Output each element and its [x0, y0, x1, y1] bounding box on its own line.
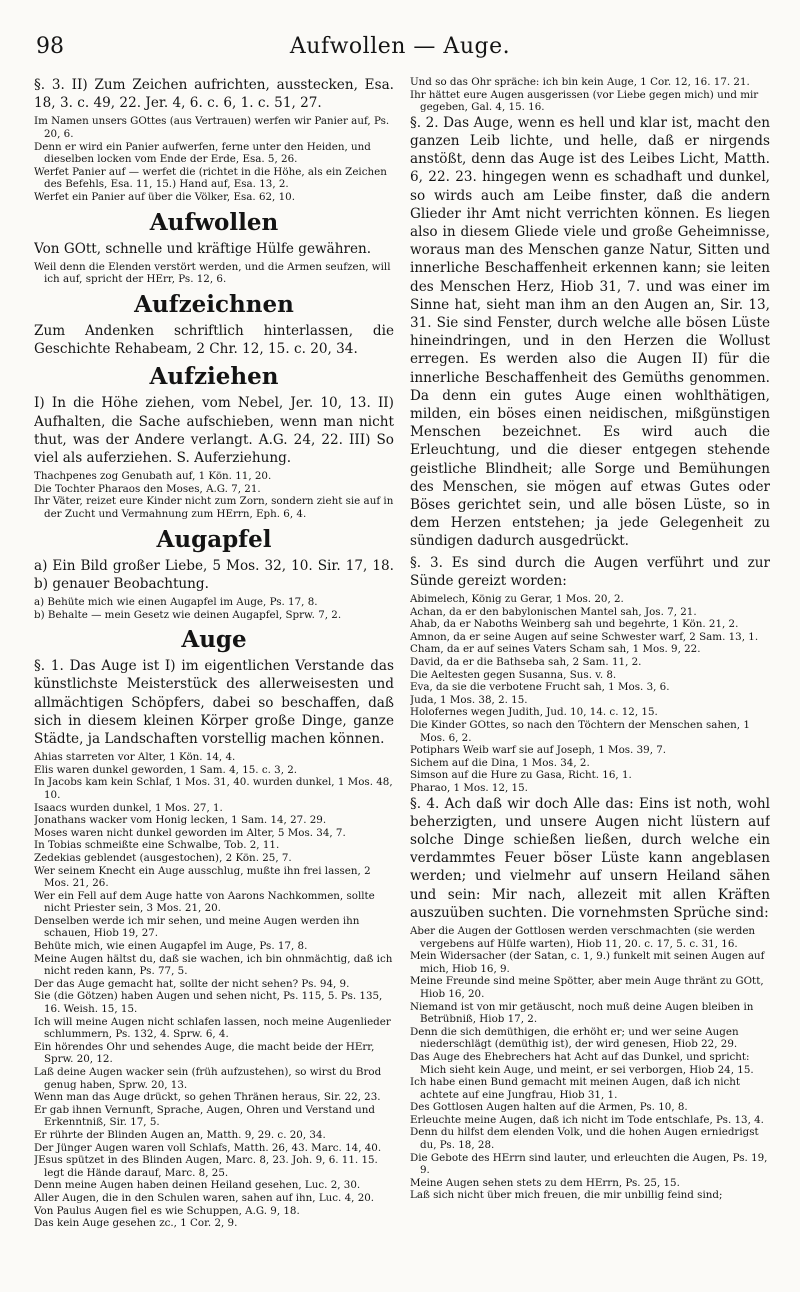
- citation-line: Ich habe einen Bund gemacht mit meinen Augen, daß ich nicht achtete auf eine Jungfrau, Hiob 31, 1.: [410, 1076, 741, 1101]
- citation-line: Die Aeltesten gegen Susanna, Sus. v. 8.: [410, 668, 617, 681]
- entry-paragraph: §. 4. Ach daß wir doch Alle das: Eins ist noth, wohl beherzigten, und unsere Augen nicht lüstern auf solche Dinge schießen ließen, durch welche ein verdammtes Feuer böser Lüste kann angeblasen werden; und vielmehr auf unsern Heiland sähen und sein: Mir nach, allezeit mit allen Kräften auszuüben suchten. Die vornehmsten Sprüche sind:: [410, 795, 770, 921]
- citation-line: Das Auge des Ehebrechers hat Acht auf das Dunkel, und spricht: Mich sieht kein Auge, und meint, er sei verborgen, Hiob 24, 15.: [410, 1050, 754, 1076]
- citation-line: Die Kinder GOttes, so nach den Töchtern der Menschen sahen, 1 Mos. 6, 2.: [410, 719, 750, 744]
- citation-line: Ein hörendes Ohr und sehendes Auge, die macht beide der HErr, Sprw. 20, 12.: [34, 1040, 375, 1066]
- citation-line: Eva, da sie die verbotene Frucht sah, 1 Mos. 3, 6.: [410, 681, 670, 694]
- citation-line: Elis waren dunkel geworden, 1 Sam. 4, 15. c. 3, 2.: [34, 763, 298, 776]
- citation-line: Das kein Auge gesehen zc., 1 Cor. 2, 9.: [34, 1217, 238, 1230]
- citation-line: Niemand ist von mir getäuscht, noch muß deine Augen bleiben in Betrübniß, Hiob 17, 2.: [410, 1000, 754, 1026]
- citation-line: Denn die sich demüthigen, die erhöht er; und wer seine Augen niederschlägt (demüthig ist), der wird genesen, Hiob 22, 29.: [410, 1025, 739, 1051]
- entry-paragraph: §. 3. II) Zum Zeichen aufrichten, ausstecken, Esa. 18, 3. c. 49, 22. Jer. 4, 6. c. 6, 1. c. 51, 27.: [34, 77, 394, 112]
- entry-paragraph: Zum Andenken schriftlich hinterlassen, die Geschichte Rehabeam, 2 Chr. 12, 15. c. 20, 34.: [34, 322, 394, 358]
- citation-line: Werfet Panier auf — werfet die (richtet in die Höhe, als ein Zeichen des Befehls, Esa. 11, 15.) Hand auf, Esa. 13, 2.: [34, 165, 387, 191]
- citation-line: Denn meine Augen haben deinen Heiland gesehen, Luc. 2, 30.: [34, 1179, 361, 1192]
- citation-line: Ihr Väter, reizet eure Kinder nicht zum Zorn, sondern zieht sie auf in der Zucht und Vermahnung zum HErrn, Eph. 6, 4.: [34, 495, 394, 520]
- citation-line: Werfet ein Panier auf über die Völker, Esa. 62, 10.: [34, 190, 295, 203]
- citation-line: Er rührte der Blinden Augen an, Matth. 9, 29. c. 20, 34.: [34, 1128, 326, 1141]
- citation-line: Des Gottlosen Augen halten auf die Armen, Ps. 10, 8.: [410, 1101, 688, 1114]
- citation-line: Wer ein Fell auf dem Auge hatte von Aarons Nachkommen, sollte nicht Priester sein, 3 Mos. 21, 20.: [34, 889, 375, 915]
- citation-line: Ihr hättet eure Augen ausgerissen (vor Liebe gegen mich) und mir gegeben, Gal. 4, 15. 16.: [410, 88, 759, 114]
- citation-line: Sie (die Götzen) haben Augen und sehen nicht, Ps. 115, 5. Ps. 135, 16. Weish. 15, 15.: [34, 990, 383, 1016]
- citation-line: In Tobias schmeißte eine Schwalbe, Tob. 2, 11.: [34, 839, 280, 852]
- citation-line: Laß deine Augen wacker sein (früh aufzustehen), so wirst du Brod genug haben, Sprw. 20, 13.: [34, 1066, 382, 1091]
- entry-paragraph: Von GOtt, schnelle und kräftige Hülfe gewähren.: [34, 240, 372, 257]
- citation-line: Ahab, da er Naboths Weinberg sah und begehrte, 1 Kön. 21, 2.: [410, 618, 739, 631]
- citation-line: Meine Freunde sind meine Spötter, aber mein Auge thränt zu GOtt, Hiob 16, 20.: [410, 975, 764, 1000]
- citation-line: Aller Augen, die in den Schulen waren, sahen auf ihn, Luc. 4, 20.: [34, 1191, 375, 1204]
- citation-line: Cham, da er auf seines Vaters Scham sah, 1 Mos. 9, 22.: [410, 643, 701, 656]
- citation-line: Abimelech, König zu Gerar, 1 Mos. 20, 2.: [410, 593, 624, 606]
- entry-paragraph: §. 3. Es sind durch die Augen verführt und zur Sünde gereizt worden:: [410, 554, 770, 589]
- citation-line: Denn er wird ein Panier aufwerfen, ferne unter den Heiden, und dieselben locken vom Ende der Erde, Esa. 5, 26.: [34, 140, 371, 166]
- entry-heading: Aufwollen: [149, 208, 279, 236]
- citation-line: Mein Widersacher (der Satan, c. 1, 9.) funkelt mit seinen Augen auf mich, Hiob 16, 9.: [410, 950, 765, 975]
- entry-heading: Aufzeichnen: [134, 290, 294, 318]
- entry-paragraph: a) Ein Bild großer Liebe, 5 Mos. 32, 10. Sir. 17, 18. b) genauer Beobachtung.: [34, 557, 394, 592]
- citation-line: Ich will meine Augen nicht schlafen lassen, noch meine Augenlieder schlummern, Ps. 132, 4. Sprw. 6, 4.: [34, 1015, 391, 1041]
- page-number: 98: [36, 34, 64, 59]
- citation-line: Achan, da er den babylonischen Mantel sah, Jos. 7, 21.: [410, 605, 697, 618]
- citation-line: Simson auf die Hure zu Gasa, Richt. 16, 1.: [410, 769, 632, 782]
- citation-line: Jonathans wacker vom Honig lecken, 1 Sam. 14, 27. 29.: [34, 814, 327, 827]
- citation-line: Und so das Ohr spräche: ich bin kein Auge, 1 Cor. 12, 16. 17. 21.: [410, 76, 750, 88]
- citation-line: Ahias starreten vor Alter, 1 Kön. 14, 4.: [34, 751, 236, 764]
- citation-line: b) Behalte — mein Gesetz wie deinen Augapfel, Sprw. 7, 2.: [34, 608, 342, 621]
- citation-line: Laß sich nicht über mich freuen, die mir unbillig feind sind;: [410, 1189, 723, 1202]
- citation-line: Zedekias geblendet (ausgestochen), 2 Kön. 25, 7.: [34, 851, 292, 864]
- citation-line: Amnon, da er seine Augen auf seine Schwester warf, 2 Sam. 13, 1.: [410, 630, 759, 643]
- citation-line: Erleuchte meine Augen, daß ich nicht im Tode entschlafe, Ps. 13, 4.: [410, 1113, 764, 1126]
- citation-line: Im Namen unsers GOttes (aus Vertrauen) werfen wir Panier auf, Ps. 20, 6.: [34, 115, 390, 140]
- citation-line: Juda, 1 Mos. 38, 2. 15.: [410, 693, 528, 706]
- citation-line: Denn du hilfst dem elenden Volk, und die hohen Augen erniedrigst du, Ps. 18, 28.: [410, 1126, 759, 1152]
- citation-line: In Jacobs kam kein Schlaf, 1 Mos. 31, 40. wurden dunkel, 1 Mos. 48, 10.: [34, 776, 393, 801]
- entry-paragraph: §. 2. Das Auge, wenn es hell und klar ist, macht den ganzen Leib lichte, und helle, daß er nirgends anstößt, denn das Auge ist des Leibes Licht, Matth. 6, 22. 23. hingegen wenn es schadhaft und dunkel, so wirds auch am Leibe finster, daß die andern Glieder ihr Amt nicht verrichten können. Es liegen also in diesem Gliede viele und große Geheimnisse, woraus man des Menschen ganze Natur, Sitten und innerliche Beschaffenheit erkennen kann; sie leiten des Menschen Herz, Hiob 31, 7. und was einer im Sinne hat, sieht man ihm an den Augen an, Sir. 13, 31. Sie sind Fenster, durch welche alle bösen Lüste hineindringen, und in den Herzen die Wollust erregen. Es werden also die Augen II) für die innerliche Beschaffenheit des Gemüths genommen. Da denn ein gutes Auge einen wohlthätigen, milden, ein böses einen neidischen, mißgünstigen Menschen bezeichnet. Es wird auch die Erleuchtung, und die dieser entgegen stehende geistliche Blindheit; alle Sorge und Bemühungen des Menschen, sie mögen auf etwas Gutes oder Böses gerichtet sein, und alle bösen Lüste, so in dem Herzen entstehen; ja jede Gelegenheit zu sündigen dadurch ausgedrückt.: [410, 114, 770, 550]
- running-head: Aufwollen — Auge.: [289, 34, 511, 59]
- citation-line: Weil denn die Elenden verstört werden, und die Armen seufzen, will ich auf, spricht der HErr, Ps. 12, 6.: [34, 260, 391, 286]
- citation-line: Wenn man das Auge drückt, so gehen Thränen heraus, Sir. 22, 23.: [34, 1091, 381, 1104]
- citation-line: Behüte mich, wie einen Augapfel im Auge, Ps. 17, 8.: [34, 940, 308, 953]
- citation-line: Meine Augen hältst du, daß sie wachen, ich bin ohnmächtig, daß ich nicht reden kann, Ps. 77, 5.: [34, 952, 393, 978]
- citation-line: Thachpenes zog Genubath auf, 1 Kön. 11, 20.: [34, 470, 272, 483]
- right-column: [410, 76, 770, 1286]
- citation-line: Die Gebote des HErrn sind lauter, und erleuchten die Augen, Ps. 19, 9.: [410, 1151, 768, 1177]
- citation-line: David, da er die Bathseba sah, 2 Sam. 11, 2.: [410, 656, 642, 669]
- citation-line: Denselben werde ich mir sehen, und meine Augen werden ihn schauen, Hiob 19, 27.: [34, 914, 360, 940]
- citation-line: Die Tochter Pharaos den Moses, A.G. 7, 21.: [34, 482, 261, 495]
- left-column: [34, 76, 394, 1286]
- citation-line: Der Jünger Augen waren voll Schlafs, Matth. 26, 43. Marc. 14, 40.: [34, 1141, 382, 1154]
- citation-line: Von Paulus Augen fiel es wie Schuppen, A.G. 9, 18.: [34, 1204, 300, 1217]
- entry-paragraph: §. 1. Das Auge ist I) im eigentlichen Verstande das künstlichste Meisterstück des allerweisesten und allmächtigen Schöpfers, dabei so beschaffen, daß sich in diesem kleinen Körper große Dinge, ganze Städte, ja Landschaften vorstellig machen können.: [34, 658, 394, 747]
- citation-line: JEsus spützet in des Blinden Augen, Marc. 8, 23. Joh. 9, 6. 11. 15. legt die Hände darauf, Marc. 8, 25.: [34, 1154, 378, 1179]
- citation-line: a) Behüte mich wie einen Augapfel im Auge, Ps. 17, 8.: [34, 595, 318, 608]
- citation-line: Wer seinem Knecht ein Auge ausschlug, mußte ihn frei lassen, 2 Mos. 21, 26.: [34, 864, 371, 890]
- citation-line: Meine Augen sehen stets zu dem HErrn, Ps. 25, 15.: [410, 1176, 680, 1189]
- citation-line: Aber die Augen der Gottlosen werden verschmachten (sie werden vergebens auf Hülfe warten), Hiob 11, 20. c. 17, 5. c. 31, 16.: [410, 924, 756, 950]
- citation-line: Der das Auge gemacht hat, sollte der nicht sehen? Ps. 94, 9.: [34, 977, 350, 990]
- entry-paragraph: I) In die Höhe ziehen, vom Nebel, Jer. 10, 13. II) Aufhalten, die Sache aufschieben, wenn man nicht thut, was der Andere verlangt. A.G. 24, 22. III) So viel als auferziehen. S. Auferziehung.: [34, 395, 394, 466]
- entry-heading: Auge: [181, 626, 247, 654]
- citation-line: Sichem auf die Dina, 1 Mos. 34, 2.: [410, 756, 590, 769]
- entry-heading: Augapfel: [156, 525, 272, 553]
- entry-heading: Aufziehen: [149, 363, 279, 391]
- citation-line: Holofernes wegen Judith, Jud. 10, 14. c. 12, 15.: [410, 706, 658, 719]
- citation-line: Pharao, 1 Mos. 12, 15.: [410, 781, 528, 794]
- citation-line: Moses waren nicht dunkel geworden im Alter, 5 Mos. 34, 7.: [34, 826, 346, 839]
- citation-line: Potiphars Weib warf sie auf Joseph, 1 Mos. 39, 7.: [410, 744, 667, 757]
- citation-line: Er gab ihnen Vernunft, Sprache, Augen, Ohren und Verstand und Erkenntniß, Sir. 17, 5.: [34, 1103, 375, 1129]
- citation-line: Isaacs wurden dunkel, 1 Mos. 27, 1.: [34, 801, 223, 814]
